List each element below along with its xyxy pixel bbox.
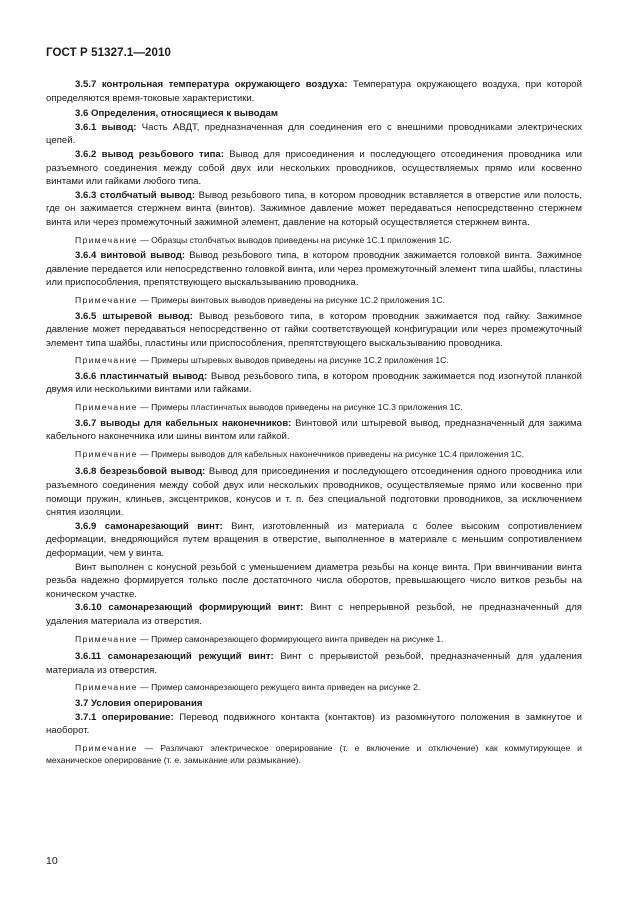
note (46, 681, 582, 694)
note-prefix: Примечание (75, 402, 138, 413)
definition-paragraph (46, 711, 582, 738)
note-text: — Примеры пластинчатых выводов приведены на рисунке 1С.3 приложения 1С. (137, 402, 463, 413)
definition-term: 3.6.2 вывод резьбового типа: (75, 148, 224, 160)
note-text: — Пример самонарезающего режущего винта приведен на рисунке 2. (137, 682, 421, 693)
definition-paragraph (46, 465, 582, 519)
definition-text: Температура окружающего воздуха, при которой определяются время-токовые характеристики. (46, 79, 582, 104)
note-prefix: Примечание (75, 355, 138, 366)
note-prefix: Примечание (75, 742, 138, 753)
note (46, 742, 582, 767)
definition-term: 3.6.9 самонарезающий винт: (75, 520, 223, 532)
note (46, 633, 582, 646)
note (46, 448, 582, 461)
note-prefix: Примечание (75, 682, 138, 693)
note-prefix: Примечание (75, 633, 138, 644)
page-number: 10 (46, 855, 58, 867)
definition-text: Винт с непрерывной резьбой, не предназначенный для удаления материала из отверстия. (46, 602, 582, 627)
definition-text: Вывод резьбового типа, в котором проводник зажимается головкой винта. Зажимное давление передается или непосредственно головкой винта, или через промежуточный элемент типа шайбы, пластины или приспособления, препятствующего выскальзыванию проводника. (46, 250, 582, 289)
definition-term: 3.6.6 пластинчатый вывод: (75, 370, 208, 382)
definition-text: Винт, изготовленный из материала с более высоким сопротивлением деформации, внедряющийся путем вращения в отверстие, выполненное в материале с меньшим сопротивлением деформации, чем у винта. (46, 520, 582, 559)
note-text: — Примеры винтовых выводов приведены на рисунке 1С.2 приложения 1С. (137, 294, 445, 305)
definition-term: 3.6.1 вывод: (75, 121, 137, 133)
note-prefix: Примечание (75, 294, 138, 305)
definition-term: 3.6.7 выводы для кабельных наконечников: (75, 417, 292, 429)
definition-text: Вывод резьбового типа, в котором проводник зажимается под гайку. Зажимное давление может передаваться непосредственно от гайки соответствующей конфигурации или через промежуточный элемент типа шайбы, пластины или приспособления, препятствующего выскальзыванию проводника. (46, 310, 582, 349)
definition-term: 3.7.1 оперирование: (75, 711, 174, 723)
definition-term: 3.6.8 безрезьбовой вывод: (75, 466, 206, 478)
definition-paragraph (46, 520, 582, 561)
definition-text: Вывод для присоединения и последующего отсоединения проводника или разъемного соединения между собой двух или нескольких проводников, осуществляемых прямо или косвенно винтами или гайками любого типа. (46, 148, 582, 188)
definition-text: Вывод для присоединения и последующего отсоединения одного проводника или разъемного соединения между собой двух или нескольких проводников, осуществляемые прямо или косвенно при помощи пружин, клиньев, эксцентриков, конусов и т. п. без специальной подготовки проводников, за исключением снятия изоляции. (46, 466, 582, 519)
note-text: — Примеры выводов для кабельных наконечников приведены на рисунке 1С.4 приложения 1С. (137, 448, 524, 459)
definition-text: Винт с прерывистой резьбой, предназначенный для удаления материала из отверстия. (46, 651, 582, 676)
section-heading: 3.7 Условия оперирования (75, 697, 203, 709)
definition-paragraph (46, 121, 582, 148)
note-text: — Образцы столбчатых выводов приведены на рисунке 1С.1 приложения 1С. (137, 234, 452, 245)
note-text: — Различают электрическое оперирование (т. е включение и отключение) как коммутирующее и механическое оперирование (т. е. замыкание или размыкание). (46, 742, 582, 766)
definition-paragraph (46, 310, 582, 351)
definition-term: 3.6.4 винтовой вывод: (75, 250, 186, 262)
definition-term: 3.6.10 самонарезающий формирующий винт: (75, 602, 304, 614)
note-text: — Пример самонарезающего формирующего винта приведен на рисунке 1. (137, 633, 444, 644)
note (46, 354, 582, 367)
definition-paragraph (46, 417, 582, 444)
definition-paragraph (46, 189, 582, 230)
definition-term: 3.5.7 контрольная температура окружающего воздуха: (75, 79, 348, 90)
body-text (46, 78, 582, 770)
definition-paragraph (46, 249, 582, 290)
section-heading: 3.6 Определения, относящиеся к выводам (75, 108, 278, 120)
definition-text: Винтовой или штыревой вывод, предназначенный для зажима кабельного наконечника или шины винтом или гайкой. (46, 417, 582, 443)
note-prefix: Примечание (75, 448, 138, 459)
page-header: ГОСТ Р 51327.1—2010 (46, 47, 171, 59)
note (46, 401, 582, 414)
definition-text: Винт выполнен с конусной резьбой с уменьшением диаметра резьбы на конце винта. При ввинчивании винта резьба надежно формируется только после достаточного числа оборотов, превышающего число витков резьбы на коническом участке. (46, 561, 582, 600)
definition-text: Часть АВДТ, предназначенная для соединения его с внешними проводниками электрических цепей. (46, 121, 582, 147)
note (46, 234, 582, 247)
definition-text: Перевод подвижного контакта (контактов) из разомкнутого положения в замкнутое и наоборот. (46, 711, 582, 737)
note-text: — Примеры штыревых выводов приведены на рисунке 1С.2 приложения 1С. (137, 355, 449, 366)
definition-text: Вывод резьбового типа, в котором проводник зажимается под изогнутой планкой двумя или несколькими винтами или гайками. (46, 370, 582, 396)
definition-term: 3.6.3 столбчатый вывод: (75, 189, 196, 201)
note (46, 294, 582, 307)
definition-paragraph (46, 650, 582, 677)
definition-paragraph (46, 601, 582, 628)
definition-paragraph (46, 148, 582, 189)
definition-term: 3.6.5 штыревой вывод: (75, 310, 193, 322)
definition-text: Вывод резьбового типа, в котором проводник вставляется в отверстие или полость, где он зажимается стержнем винта (винтов). Зажимное давление может передаваться непосредственно стержнем винта или через промежуточный зажимной элемент, давление на который осуществляется стержнем винта. (46, 189, 582, 228)
definition-paragraph (46, 370, 582, 397)
definition-term: 3.6.11 самонарезающий режущий винт: (75, 651, 274, 663)
definition-paragraph (46, 561, 582, 602)
definition-paragraph (46, 78, 582, 105)
note-prefix: Примечание (75, 234, 138, 245)
